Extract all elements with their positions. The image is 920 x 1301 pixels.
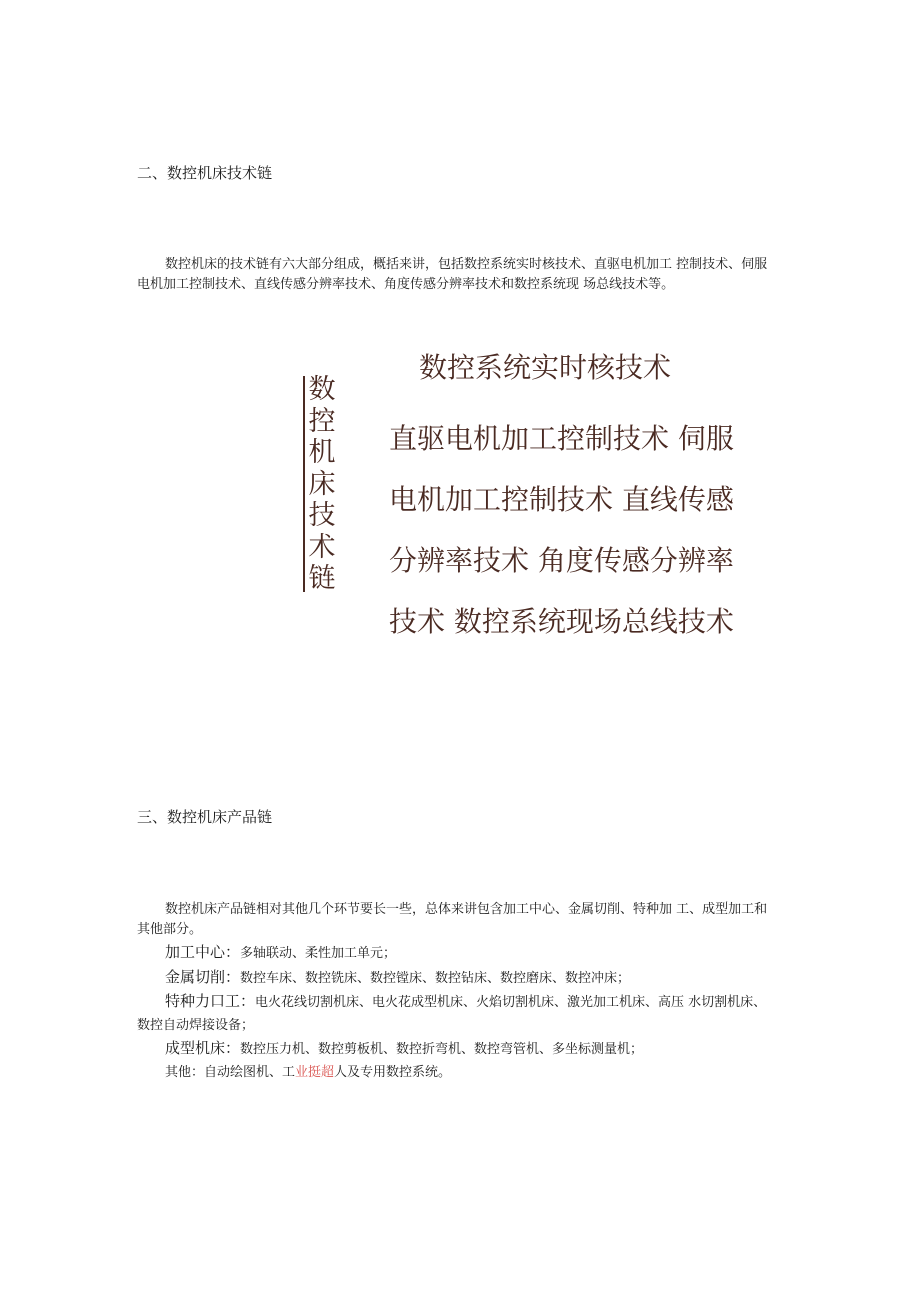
item-text: 多轴联动、柔性加工单元； (240, 946, 397, 961)
product-item-machining-center (137, 941, 777, 966)
section-2-paragraph: 数控机床的技术链有六大部分组成，概括来讲，包括数控系统实时核技术、直驱电机加工 控制技术、伺服电机加工控制技术、直线传感分辨率技术、角度传感分辨率技术和数控系统现 场总线技术等。 (137, 257, 768, 292)
section-3-heading: 三、数控机床产品链 (137, 808, 273, 826)
product-chain-list (137, 941, 777, 1084)
item-label: 成型机床： (165, 1039, 241, 1057)
section-2-heading: 二、数控机床技术链 (137, 164, 273, 182)
product-item-metal-cutting (137, 966, 777, 991)
product-item-other (137, 1062, 777, 1085)
section-3-paragraph: 数控机床产品链相对其他几个环节要长一些，总体来讲包含加工中心、金属切削、特种加 工、成型加工和其他部分。 (137, 902, 768, 937)
diagram-body-text: 直驱电机加工控制技术 伺服电机加工控制技术 直线传感分辨率技术 角度传感分辨率技术 数控系统现场总线技术 (389, 422, 734, 638)
item-label: 加工中心： (165, 943, 241, 961)
item-text: 数控压力机、数控剪板机、数控折弯机、数控弯管机、多坐标测量机； (240, 1042, 644, 1057)
item-text-suffix: 人及专用数控系统。 (334, 1064, 452, 1080)
diagram-lead-text: 数控系统实时核技术 (419, 351, 672, 384)
item-text-highlight: 业挺超 (295, 1064, 335, 1080)
diagram-vertical-title: 数控机床技术链 (308, 374, 336, 594)
item-label: 金属切削： (165, 967, 241, 986)
product-item-forming-machine (137, 1037, 777, 1062)
item-text: 数控车床、数控铣床、数控镗床、数控钻床、数控磨床、数控冲床； (240, 970, 631, 986)
item-text: 电火花线切割机床、电火花成型机床、火焰切割机床、激光加工机床、高压 水切割机床、数控自动焊接设备； (137, 995, 767, 1033)
item-label: 特种力口工： (165, 992, 256, 1010)
product-item-special-processing (137, 990, 777, 1037)
item-text-prefix: 其他：自动绘图机、工 (165, 1064, 296, 1080)
